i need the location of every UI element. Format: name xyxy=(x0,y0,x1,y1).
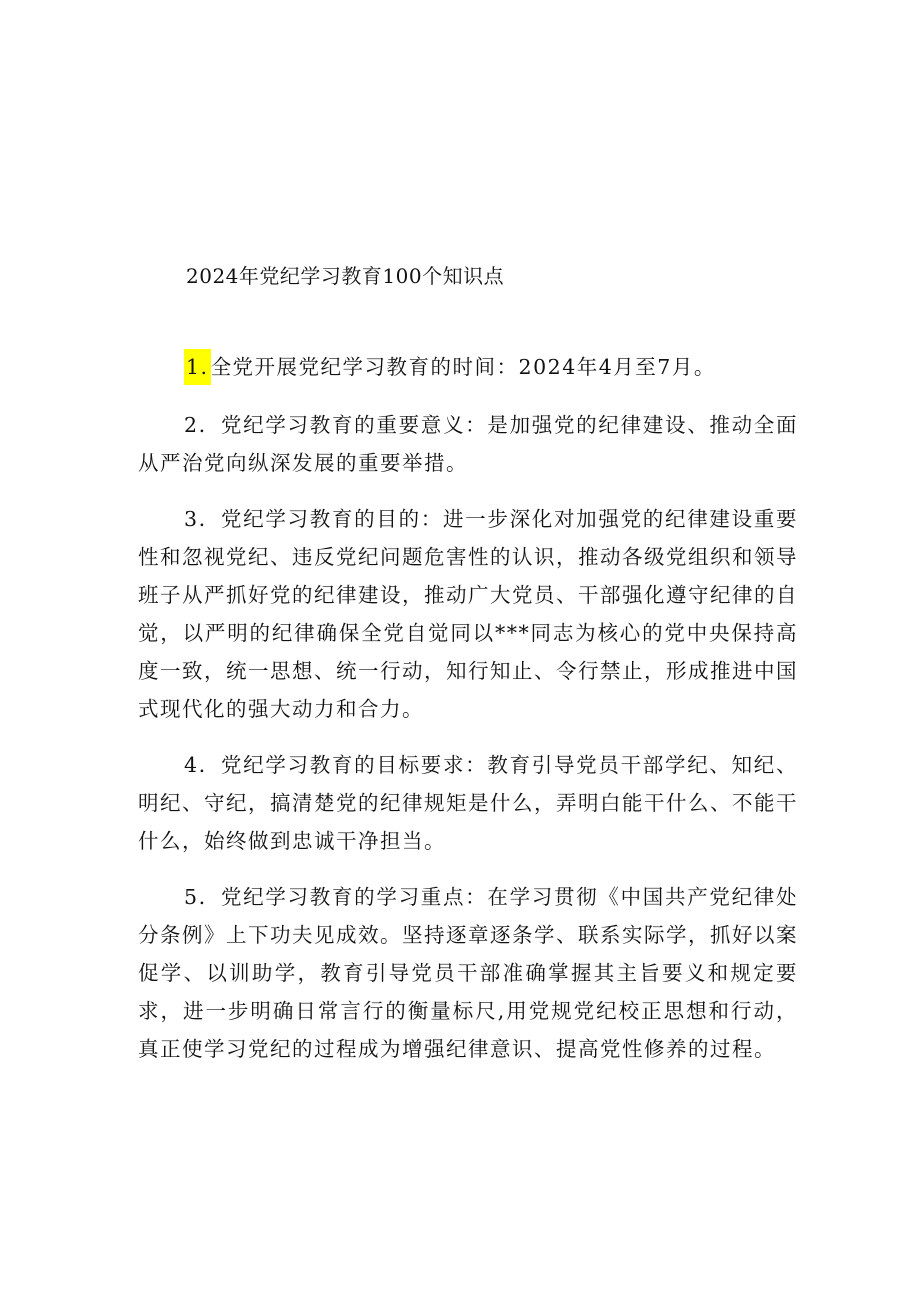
item-text: 党纪学习教育的学习重点：在学习贯彻《中国共产党纪律处分条例》上下功夫见成效。坚持逐章逐条学、联系实际学，抓好以案促学、以训助学，教育引导党员干部准确掌握其主旨要义和规定要求，进一步明确日常言行的衡量标尺,用党规党纪校正思想和行动，真正使学习党纪的过程成为增强纪律意识、提高党性修养的过程。 xyxy=(138,885,799,1061)
knowledge-item-3 xyxy=(138,500,798,728)
knowledge-item-1 xyxy=(138,348,798,386)
item-number: 3． xyxy=(184,507,221,531)
item-text: 党纪学习教育的目的：进一步深化对加强党的纪律建设重要性和忽视党纪、违反党纪问题危害性的认识，推动各级党组织和领导班子从严抓好党的纪律建设，推动广大党员、干部强化遵守纪律的自觉，以严明的纪律确保全党自觉同以***同志为核心的党中央保持高度一致，统一思想、统一行动，知行知止、令行禁止，形成推进中国式现代化的强大动力和合力。 xyxy=(138,507,799,721)
knowledge-item-4 xyxy=(138,746,798,860)
item-text: 党纪学习教育的目标要求：教育引导党员干部学纪、知纪、明纪、守纪，搞清楚党的纪律规矩是什么，弄明白能干什么、不能干什么，始终做到忠诚干净担当。 xyxy=(138,753,799,853)
item-text: 党纪学习教育的重要意义：是加强党的纪律建设、推动全面从严治党向纵深发展的重要举措。 xyxy=(138,413,799,475)
item-number: 5． xyxy=(184,885,221,909)
knowledge-item-2 xyxy=(138,406,798,482)
item-number: 4． xyxy=(184,753,221,777)
document-title: 2024年党纪学习教育100个知识点 xyxy=(186,264,505,288)
knowledge-item-5 xyxy=(138,878,798,1068)
item-text: 全党开展党纪学习教育的时间：2024年4月至7月。 xyxy=(210,355,716,379)
item-number-highlighted: 1. xyxy=(184,349,211,385)
item-number: 2． xyxy=(184,413,221,437)
document-body xyxy=(138,348,798,1086)
